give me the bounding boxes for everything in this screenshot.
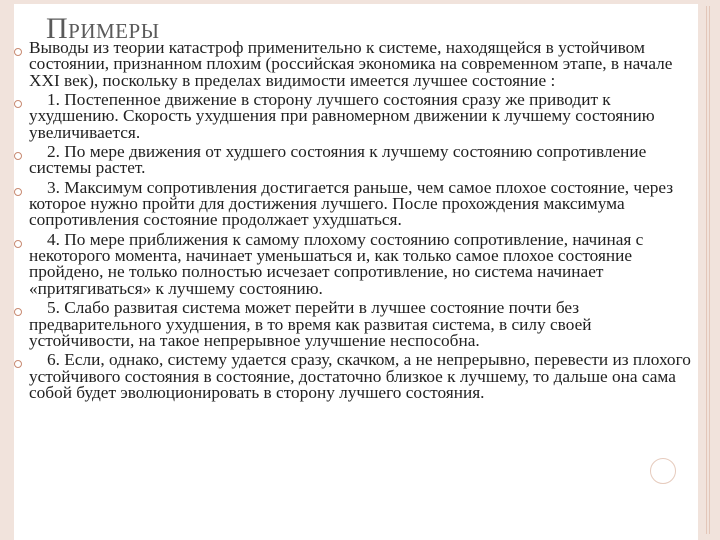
paragraph-item-4 <box>14 229 698 298</box>
slide <box>14 4 698 540</box>
paragraph-item-6 <box>14 352 698 401</box>
paragraph-item-5 <box>14 300 698 349</box>
paragraph-item-2 <box>14 144 698 177</box>
bullet-icon <box>14 188 22 196</box>
paragraph-text: 1. Постепенное движение в сторону лучшего состояния сразу же приводит к ухудшению. Скорость ухудшения при равномерном движении к лучшему состоянию увеличивается. <box>29 90 655 142</box>
bullet-icon <box>14 152 22 160</box>
content-list <box>14 40 698 401</box>
frame-right-inner-line <box>706 6 710 534</box>
paragraph-item-3 <box>14 177 698 230</box>
paragraph-text: 2. По мере движения от худшего состояния к лучшему состоянию сопротивление системы растет. <box>29 142 647 178</box>
bullet-icon <box>14 308 22 316</box>
paragraph-text: 5. Слабо развитая система может перейти в лучшее состояние почти без предварительного ухудшения, в то время как развитая система, в силу своей устойчивости, на такое непрерывное улучшение неспособна. <box>29 298 592 350</box>
paragraph-text: 6. Если, однако, систему удается сразу, скачком, а не непрерывно, перевести из плохого устойчивого состояния в состояние, достаточно близкое к лучшему, то дальше она сама собой будет эволюционировать в сторону лучшего состояния. <box>29 350 691 402</box>
frame-right-border <box>698 0 720 540</box>
paragraph-text: 4. По мере приближения к самому плохому состоянию сопротивление, начиная с некоторого момента, начинает уменьшаться и, как только самое плохое состояние пройдено, не только полностью исчезает сопротивление, но система начинает «притягиваться» к лучшему состоянию. <box>29 229 644 298</box>
bullet-icon <box>14 100 22 108</box>
bullet-icon <box>14 240 22 248</box>
paragraph-text: Выводы из теории катастроф применительно к системе, находящейся в устойчивом состоянии, признанном плохим (российская экономика на современном этапе, в начале XXI век), поскольку в пределах видимости имеется лучшее состояние : <box>29 38 673 90</box>
paragraph-text: 3. Максимум сопротивления достигается раньше, чем самое плохое состояние, через которое нужно пройти для достижения лучшего. После прохождения максимума сопротивления состояние продолжает ухудшаться. <box>29 177 674 230</box>
paragraph-item-1 <box>14 92 698 141</box>
bullet-icon <box>14 48 22 56</box>
slide-title: Примеры <box>46 12 160 45</box>
paragraph-intro <box>14 40 698 89</box>
bullet-icon <box>14 360 22 368</box>
decorative-circle-icon <box>650 458 676 484</box>
frame-left-border <box>0 0 14 540</box>
